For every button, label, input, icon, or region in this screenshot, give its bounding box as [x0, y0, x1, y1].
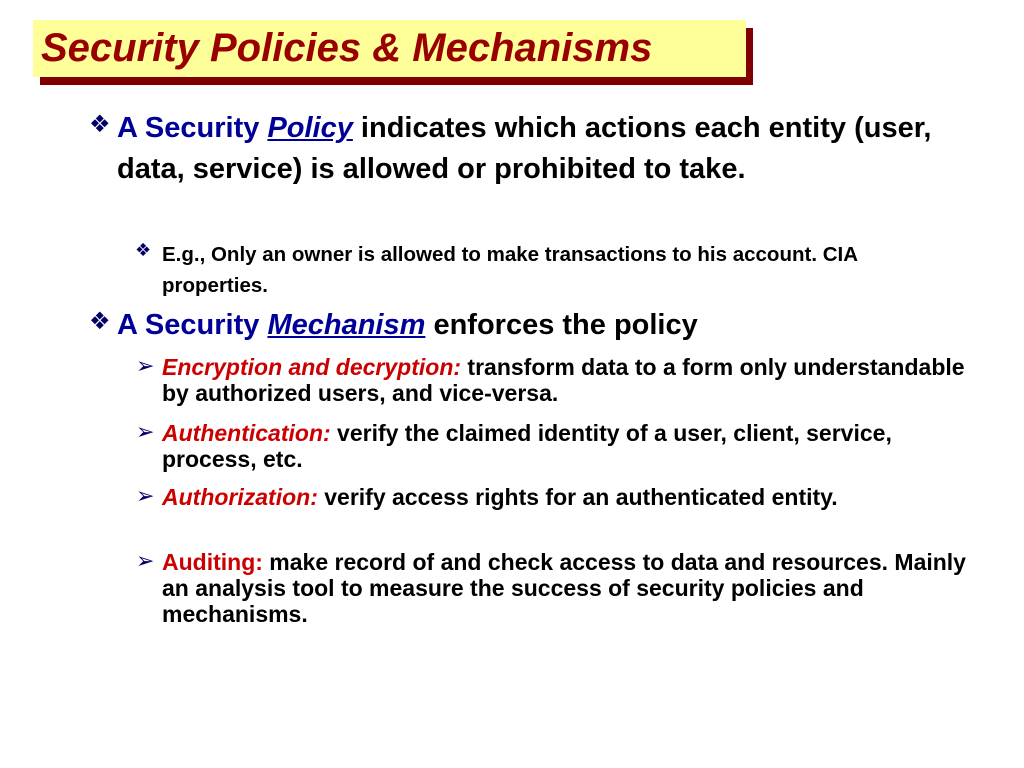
mechanism-prefix: A Security — [117, 309, 268, 341]
mechanism-item-auditing — [136, 548, 982, 627]
policy-bullet-item — [89, 108, 977, 190]
mechanism-item-term: Authentication: — [162, 420, 331, 446]
policy-example-text: E.g., Only an owner is allowed to make transactions to his account. CIA properties. — [162, 243, 858, 297]
policy-definition: indicates which actions each entity (user, data, service) is allowed or prohibited to take. — [117, 112, 932, 185]
mechanism-item-text: transform data to a form only understandable by authorized users, and vice-versa. — [162, 354, 965, 406]
policy-example-item — [135, 239, 922, 301]
mechanism-item-authentication — [136, 419, 982, 472]
policy-term: Policy — [267, 112, 353, 144]
arrowhead-icon: ➢ — [136, 548, 155, 573]
arrowhead-icon: ➢ — [136, 483, 155, 508]
diamond-quad-icon: ❖ — [89, 111, 111, 138]
policy-prefix: A Security — [117, 112, 268, 144]
diamond-quad-icon: ❖ — [89, 308, 111, 335]
diamond-quad-icon: ❖ — [135, 240, 152, 260]
arrowhead-icon: ➢ — [136, 419, 155, 444]
slide-title: Security Policies & Mechanisms — [41, 26, 653, 70]
mechanism-item-encryption — [136, 353, 982, 406]
mechanism-item-term: Authorization: — [162, 484, 318, 510]
mechanism-item-text: verify the claimed identity of a user, client, service, process, etc. — [162, 420, 892, 472]
mechanism-bullet-item — [89, 305, 977, 346]
arrowhead-icon: ➢ — [136, 353, 155, 378]
mechanism-item-term: Auditing: — [162, 549, 263, 575]
mechanism-item-term: Encryption and decryption: — [162, 354, 462, 380]
mechanism-item-authorization — [136, 483, 982, 510]
mechanism-term: Mechanism — [267, 309, 426, 341]
mechanism-item-text: verify access rights for an authenticated entity. — [317, 484, 838, 510]
mechanism-definition: enforces the policy — [425, 309, 698, 341]
mechanism-item-text: make record of and check access to data and resources. Mainly an analysis tool to measure the success of security policies and mechanisms. — [162, 549, 966, 627]
